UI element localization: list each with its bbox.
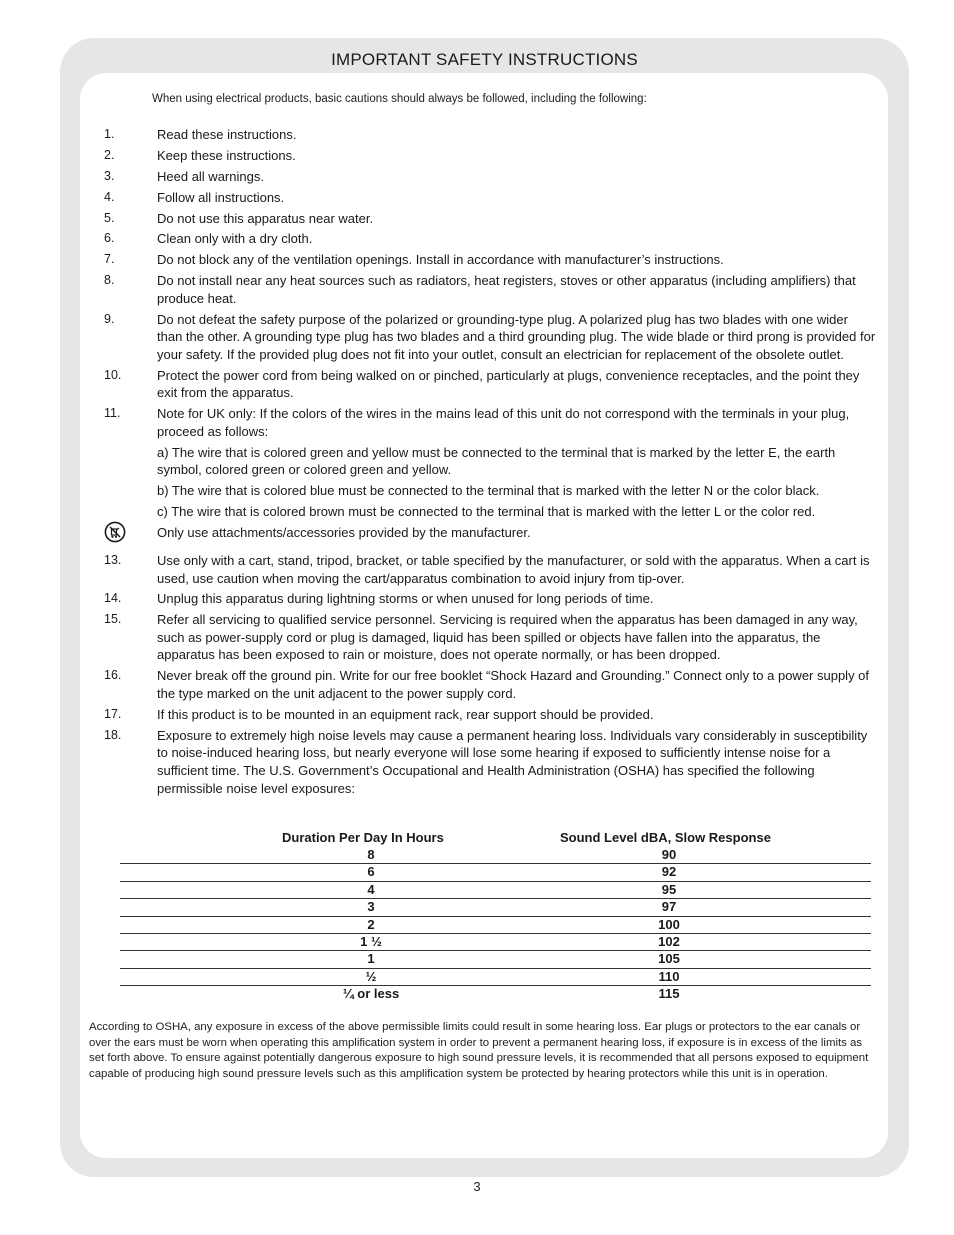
list-item [104, 210, 876, 228]
list-item-number: 4. [104, 189, 115, 204]
page-title: IMPORTANT SAFETY INSTRUCTIONS [331, 50, 638, 69]
list-item-number: 9. [104, 311, 115, 326]
list-item-number: 14. [104, 591, 122, 606]
list-item-text: Keep these instructions. [157, 147, 296, 163]
table-header [120, 828, 871, 847]
duration-cell: ¼ or less [342, 986, 400, 1002]
list-item-text: Do not block any of the ventilation openings. Install in accordance with manufacturer’s instructions. [157, 252, 724, 268]
sound-level-cell: 95 [661, 881, 677, 897]
list-item-text: Clean only with a dry cloth. [157, 231, 313, 247]
sound-level-cell: 102 [658, 933, 680, 949]
list-item [104, 189, 876, 207]
list-item-text: Do not defeat the safety purpose of the polarized or grounding-type plug. A polarized plug has two blades with one wider than the other. A grounding type plug has two blades and a third grounding plug. The wide blade or third prong is provided for your safety. If the provided plug does not fit into your outlet, consult an electrician for replacement of the obsolete outlet. [157, 311, 876, 362]
list-item [104, 230, 876, 248]
list-item [104, 126, 876, 144]
sound-level-cell: 110 [658, 968, 680, 984]
sub-list-item: c) The wire that is colored brown must be connected to the terminal that is marked with the letter L or the color red. [157, 504, 816, 520]
list-item-text: Refer all servicing to qualified service personnel. Servicing is required when the apparatus has been damaged in any way, such as power-supply cord or plug is damaged, liquid has been spilled or objects have fallen into the apparatus, the apparatus has been exposed to rain or moisture, does not operate normally, or has been dropped. [157, 612, 858, 663]
duration-cell: 8 [367, 847, 375, 862]
list-item-number: 11. [104, 406, 121, 421]
list-item-text: Use only with a cart, stand, tripod, bracket, or table specified by the manufacturer, or sold with the apparatus. When a cart is used, use caution when moving the cart/apparatus combination to avoid injury from tip-over. [157, 552, 870, 586]
list-item [104, 667, 876, 702]
page-number: 3 [473, 1179, 481, 1194]
sound-level-cell: 97 [661, 899, 677, 915]
list-item [104, 611, 876, 664]
table-row [120, 969, 871, 986]
instructions-list [104, 126, 876, 800]
list-item-text: Protect the power cord from being walked on or pinched, particularly at plugs, convenience receptacles, and the point they exit from the apparatus. [157, 367, 860, 401]
duration-cell: 3 [367, 899, 375, 915]
list-item [104, 727, 876, 797]
list-item-text: Only use attachments/accessories provided by the manufacturer. [157, 525, 531, 541]
duration-cell: 6 [367, 864, 375, 880]
sub-list-item: a) The wire that is colored green and yellow must be connected to the terminal that is marked by the letter E, the earth symbol, colored green or colored green and yellow. [157, 444, 836, 478]
list-item [104, 147, 876, 165]
list-item [104, 272, 876, 307]
list-item-text: Follow all instructions. [157, 189, 285, 205]
list-item-text: Do not use this apparatus near water. [157, 210, 374, 226]
sound-level-cell: 115 [658, 986, 680, 1002]
table-row [120, 934, 871, 951]
list-item [104, 367, 876, 402]
list-item [104, 552, 876, 587]
list-item-number: 8. [104, 273, 115, 288]
list-item-text: Exposure to extremely high noise levels may cause a permanent hearing loss. Individuals vary considerably in susceptibility to noise-induced hearing loss, but nearly everyone will lose some hearing if exposed to sufficiently intense noise for a sufficient time. The U.S. Government’s Occupational and Health Administration (OSHA) has specified the following permissible noise level exposures: [157, 727, 868, 796]
cart-warning-icon [104, 524, 157, 549]
duration-cell: 1 [367, 951, 375, 967]
list-item-number: 2. [104, 147, 115, 162]
sub-list-item: b) The wire that is colored blue must be connected to the terminal that is marked with the letter N or the color black. [157, 483, 820, 499]
list-item-number: 13. [104, 552, 122, 567]
list-item-number: 16. [104, 668, 122, 683]
list-item [104, 405, 876, 440]
sound-level-cell: 92 [661, 864, 677, 880]
sound-level-cell: 90 [661, 847, 677, 862]
list-item-text: Never break off the ground pin. Write for our free booklet “Shock Hazard and Grounding.” Connect only to a power supply of the type marked on the unit adjacent to the power supply cord. [157, 668, 870, 701]
list-item-number: 15. [104, 612, 122, 627]
duration-cell: ½ [365, 968, 377, 984]
table-row [120, 847, 871, 864]
table-row [120, 917, 871, 934]
list-item [104, 590, 876, 608]
list-item-text: Note for UK only: If the colors of the wires in the mains lead of this unit do not correspond with the terminals in your plug, proceed as follows: [157, 406, 850, 439]
list-item-text: Do not install near any heat sources such as radiators, heat registers, stoves or other apparatus (including amplifiers) that produce heat. [157, 273, 856, 306]
list-item-number: 10. [104, 367, 122, 382]
intro-text: When using electrical products, basic cautions should always be followed, including the following: [152, 93, 647, 105]
header-sound-level: Sound Level dBA, Slow Response [560, 830, 771, 845]
list-item-number: 7. [104, 252, 115, 267]
list-item-number: 6. [104, 231, 115, 246]
table-row [120, 986, 871, 1002]
duration-cell: 4 [367, 881, 375, 897]
list-item-12 [104, 524, 876, 549]
table-row [120, 899, 871, 916]
table-row [120, 864, 871, 881]
list-item-number: 17. [104, 706, 122, 721]
sound-level-cell: 105 [658, 951, 680, 967]
list-item [104, 168, 876, 186]
duration-cell: 1 ½ [360, 933, 382, 949]
list-item-text: If this product is to be mounted in an equipment rack, rear support should be provided. [157, 706, 654, 722]
header-duration: Duration Per Day In Hours [282, 830, 444, 845]
list-item [104, 311, 876, 364]
noise-exposure-table [120, 828, 871, 1003]
list-item [104, 706, 876, 724]
list-item-number: 5. [104, 210, 115, 225]
osha-note: According to OSHA, any exposure in excess of the above permissible limits could result in some hearing loss. Ear plugs or protectors to the ear canals or over the ears must be worn when operating this amplification system in order to prevent a permanent hearing loss, if exposure is in excess of the limits as set forth above. To ensure against potentially dangerous exposure to high sound pressure levels, it is recommended that all persons exposed to equipment capable of producing high sound pressure levels such as this amplification system be protected by hearing protectors while this unit is in operation. [89, 1021, 869, 1081]
list-item-number: 18. [104, 727, 122, 742]
list-item [104, 251, 876, 269]
list-item-number: 3. [104, 168, 115, 183]
list-item-number: 1. [104, 127, 115, 141]
table-row [120, 951, 871, 968]
duration-cell: 2 [367, 916, 375, 932]
list-item-text: Read these instructions. [157, 127, 297, 142]
sound-level-cell: 100 [658, 916, 680, 932]
list-item-text: Unplug this apparatus during lightning storms or when unused for long periods of time. [157, 591, 654, 607]
list-item-text: Heed all warnings. [157, 168, 264, 184]
table-row [120, 882, 871, 899]
